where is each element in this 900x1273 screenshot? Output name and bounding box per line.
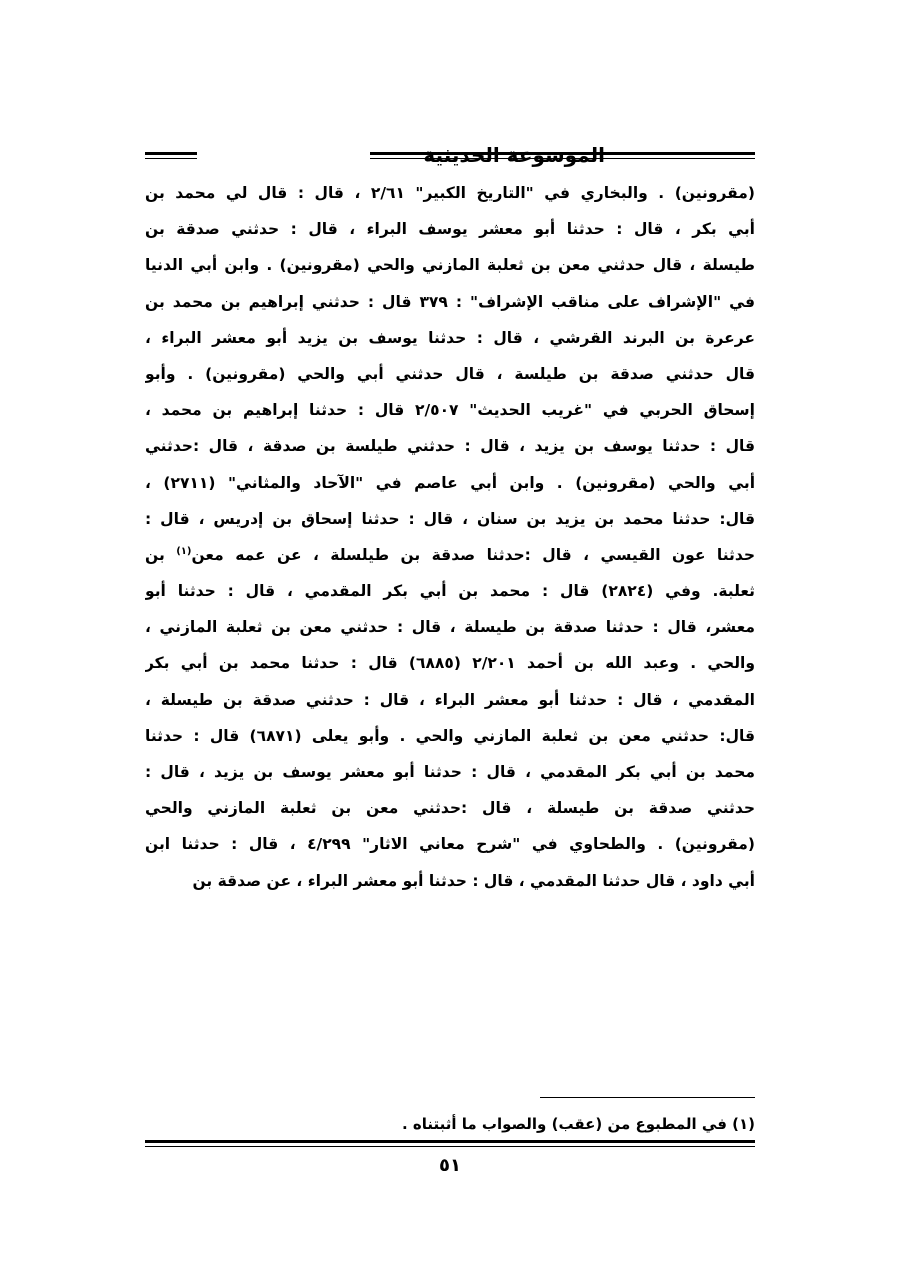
footnote-marker: (١)	[176, 545, 192, 557]
text-line: المقدمي ، قال : حدثنا أبو معشر البراء ، قال : حدثني صدقة بن طيسلة ،	[145, 690, 755, 709]
text-line: أبي والحي (مقرونين) . وابن أبي عاصم في "الآحاد والمثاني" (٢٧١١) ،	[145, 473, 755, 492]
text-line: ثعلبة. وفي (٢٨٢٤) قال : محمد بن أبي بكر المقدمي ، قال : حدثنا أبو	[145, 582, 755, 601]
footnote-separator	[540, 1097, 755, 1098]
text-line: محمد بن أبي بكر المقدمي ، قال : حدثنا أبو معشر يوسف بن يزيد ، قال :	[145, 763, 755, 781]
text-line-segment: بن	[145, 545, 165, 564]
header-title: الموسوعة الحديثية	[413, 140, 615, 170]
text-line: طيسلة ، قال حدثني معن بن ثعلبة المازني والحي (مقرونين) . وابن أبي الدنيا	[145, 256, 755, 275]
text-line: حدثني صدقة بن طيسلة ، قال :حدثني معن بن ثعلبة المازني والحي	[145, 799, 755, 818]
text-line: والحي . وعبد الله بن أحمد ٢/٢٠١ (٦٨٨٥) قال : حدثنا محمد بن أبي بكر	[145, 654, 755, 673]
text-line: قال : حدثنا يوسف بن يزيد ، قال : حدثني طيلسة بن صدقة ، قال :حدثني	[145, 437, 755, 456]
header-rule-left	[145, 152, 197, 159]
footnote: (١) في المطبوع من (عقب) والصواب ما أثبتناه .	[401, 1115, 755, 1133]
text-line-segment: حدثنا عون القيسي ، قال :حدثنا صدقة بن طيلسلة ، عن عمه معن	[191, 545, 755, 564]
text-line: عرعرة بن البرند القرشي ، قال : حدثنا يوسف بن يزيد أبو معشر البراء ،	[145, 328, 755, 347]
main-text	[145, 175, 755, 899]
text-line: أبي بكر ، قال : حدثنا أبو معشر يوسف البراء ، قال : حدثني صدقة بن	[145, 220, 755, 239]
header-rule-right	[370, 152, 755, 159]
text-line: إسحاق الحربي في "غريب الحديث" ٢/٥٠٧ قال : حدثنا إبراهيم بن محمد ،	[145, 401, 755, 420]
text-line-with-footnote	[145, 537, 755, 573]
running-header	[145, 140, 755, 172]
text-line: معشر، قال : حدثنا صدقة بن طيسلة ، قال : حدثني معن بن ثعلبة المازني ،	[145, 618, 755, 637]
text-line: قال حدثني صدقة بن طيلسة ، قال حدثني أبي والحي (مقرونين) . وأبو	[145, 364, 755, 383]
footer-rule	[145, 1140, 755, 1147]
text-line: أبي داود ، قال حدثنا المقدمي ، قال : حدثنا أبو معشر البراء ، عن صدقة بن	[192, 871, 755, 890]
text-line: قال: حدثني معن بن ثعلبة المازني والحي . وأبو يعلى (٦٨٧١) قال : حدثنا	[145, 726, 755, 745]
text-line: (مقرونين) . والطحاوي في "شرح معاني الاثار" ٤/٢٩٩ ، قال : حدثنا ابن	[145, 835, 755, 854]
page-number: ٥١	[439, 1155, 461, 1176]
text-line: (مقرونين) . والبخاري في "التاريخ الكبير" ٢/٦١ ، قال : قال لي محمد بن	[145, 184, 755, 202]
text-line: قال: حدثنا محمد بن يزيد بن سنان ، قال : حدثنا إسحاق بن إدريس ، قال :	[145, 509, 755, 528]
text-line: في "الإشراف على مناقب الإشراف" : ٣٧٩ قال : حدثني إبراهيم بن محمد بن	[145, 292, 755, 311]
